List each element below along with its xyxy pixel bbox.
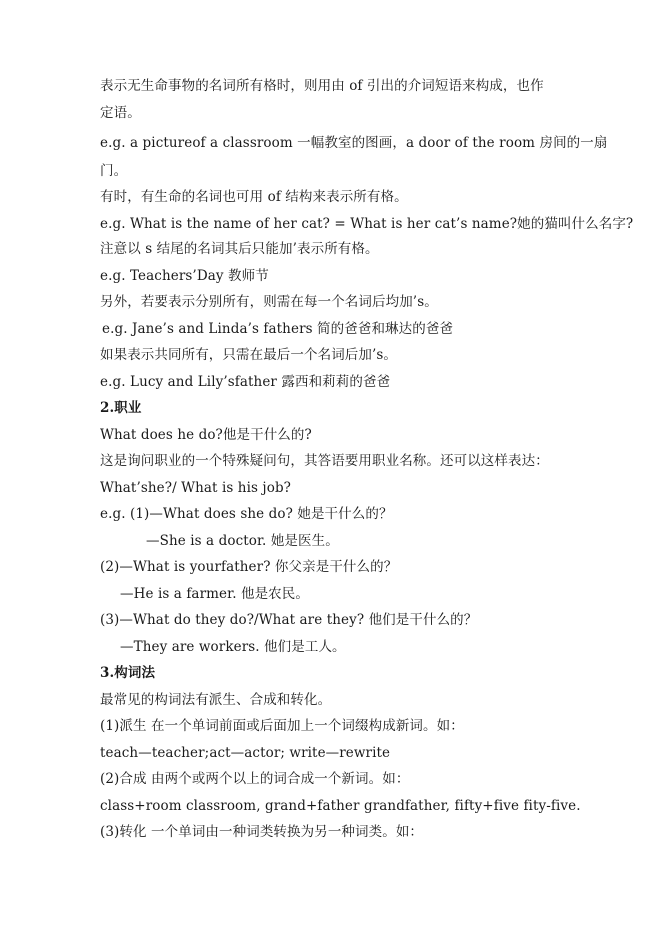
example-line: (3)—What do they do?/What are they? 他们是干什么的？ (100, 612, 478, 628)
paragraph-line: 表示无生命事物的名词所有格时，则用由 of 引出的介词短语来构成，也作 (100, 78, 544, 94)
paragraph-line: 如果表示共同所有，只需在最后一个名词后加’s。 (100, 347, 398, 363)
example-line: e.g. Lucy and Lily’sfather 露西和莉莉的爸爸 (100, 374, 391, 390)
paragraph-line: 定语。 (100, 105, 141, 121)
example-line: e.g. Teachers’Day 教师节 (100, 268, 269, 284)
example-line: class+room classroom, grand+father grandfather, fifty+five fity-five. (100, 798, 581, 814)
paragraph-line: (2)合成 由两个或两个以上的词合成一个新词。如： (100, 771, 410, 787)
example-line: e.g. a pictureof a classroom 一幅教室的图画，a door of the room 房间的一扇 (100, 135, 608, 151)
paragraph-line: What does he do?他是干什么的? (100, 427, 312, 443)
paragraph-line: What’she?/ What is his job? (100, 480, 292, 496)
example-answer: —They are workers. 他们是工人。 (120, 639, 346, 655)
example-line: teach—teacher;act—actor; write—rewrite (100, 745, 391, 761)
example-line: e.g. Jane’s and Linda’s fathers 简的爸爸和琳达的爸爸 (102, 321, 454, 337)
paragraph-line: 这是询问职业的一个特殊疑问句，其答语要用职业名称。还可以这样表达： (100, 453, 549, 469)
section-heading: 3.构词法 (100, 665, 156, 681)
section-heading: 2.职业 (100, 400, 142, 416)
example-answer: —She is a doctor. 她是医生。 (146, 533, 339, 549)
paragraph-line: (1)派生 在一个单词前面或后面加上一个词缀构成新词。如： (100, 718, 464, 734)
example-line: (2)—What is yourfather? 你父亲是干什么的？ (100, 559, 398, 575)
paragraph-line: 门。 (100, 163, 128, 179)
paragraph-line: 注意以 s 结尾的名词其后只能加’表示所有格。 (100, 241, 379, 257)
example-line: e.g. What is the name of her cat? = What is her cat’s name?她的猫叫什么名字? (100, 216, 634, 232)
example-answer: —He is a farmer. 他是农民。 (120, 586, 309, 602)
paragraph-line: 有时，有生命的名词也可用 of 结构来表示所有格。 (100, 189, 408, 205)
paragraph-line: 另外，若要表示分别所有，则需在每一个名词后均加’s。 (100, 294, 438, 310)
example-line: e.g. (1)—What does she do? 她是干什么的？ (100, 506, 393, 522)
paragraph-line: 最常见的构词法有派生、合成和转化。 (100, 692, 332, 708)
paragraph-line: (3)转化 一个单词由一种词类转换为另一种词类。如： (100, 824, 424, 840)
